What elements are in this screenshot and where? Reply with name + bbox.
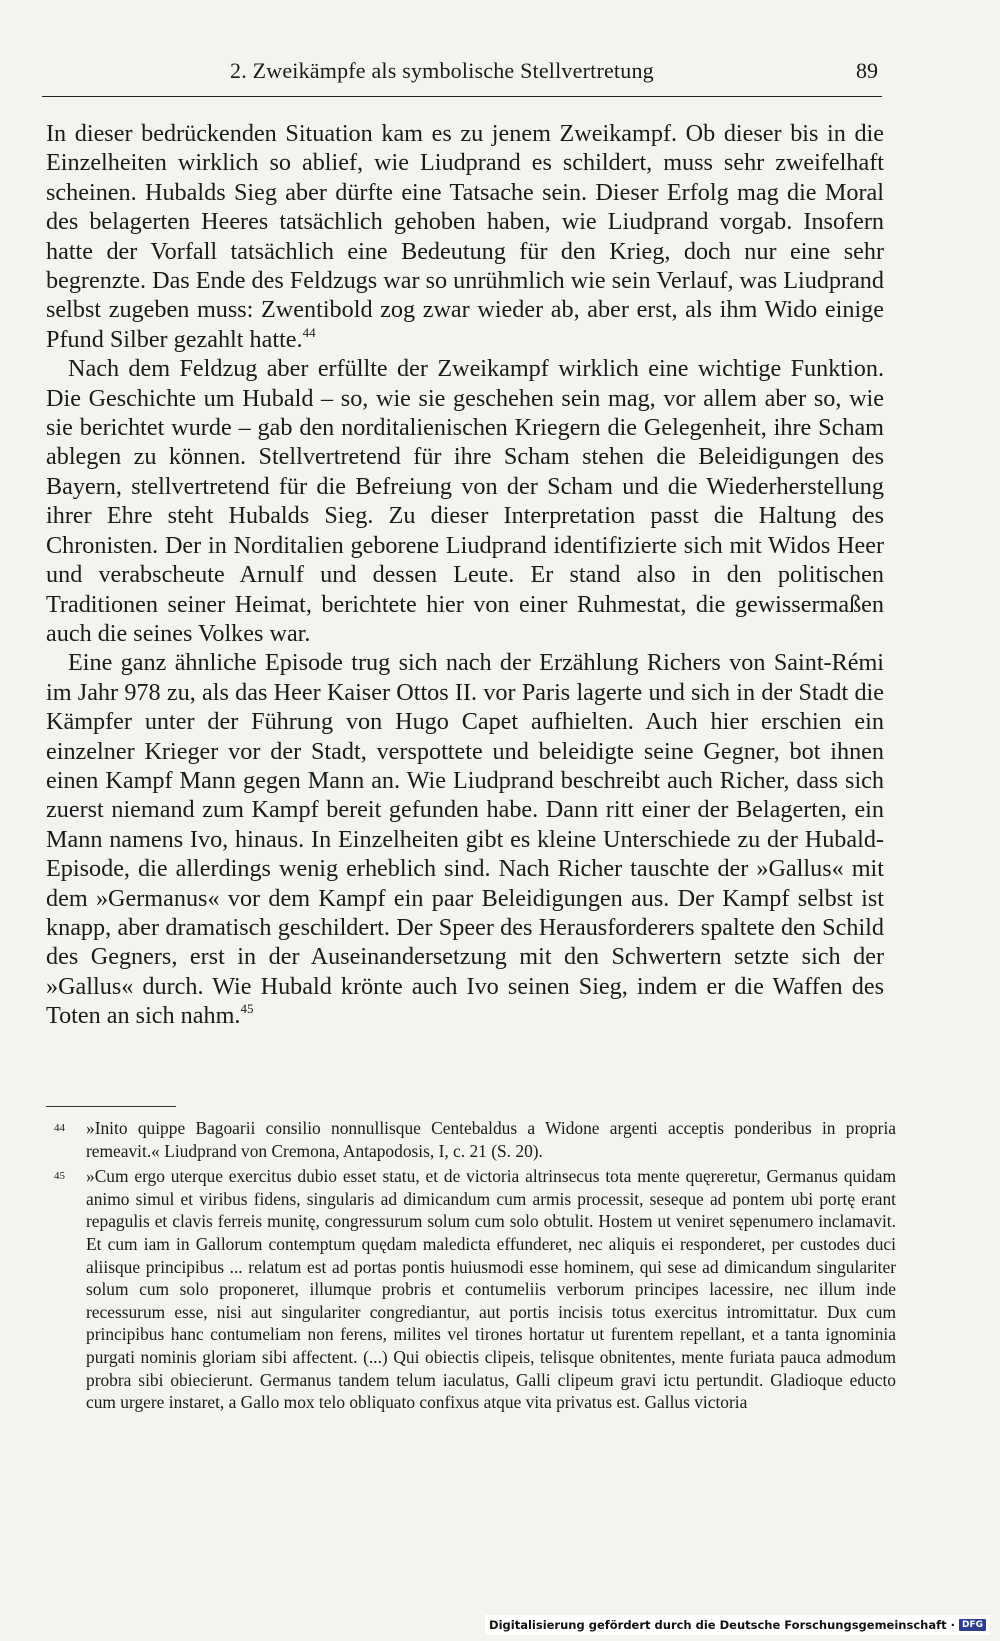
credit-text: Digitalisierung gefördert durch die Deutsche Forschungsgemeinschaft · bbox=[489, 1618, 955, 1632]
paragraph-text: Eine ganz ähnliche Episode trug sich nach der Erzählung Richers von Saint-Rémi im Jahr 978 zu, als das Heer Kaiser Ottos II. vor Paris lagerte und sich in der Stadt die Kämpfer unter der Führung von Hugo Capet aufhielten. Auch hier erschien ein einzelner Krieger vor der Stadt, verspottete und beleidigte seine Gegner, bot ihnen einen Kampf Mann gegen Mann an. Wie Liudprand beschreibt auch Richer, dass sich zuerst niemand zum Kampf bereit gefunden habe. Dann ritt einer der Belagerten, ein Mann namens Ivo, hinaus. In Einzelheiten gibt es kleine Unterschiede zu der Hubald-Episode, die allerdings wenig erheblich sind. Nach Richer tauschte der »Gallus« mit dem »Germanus« vor dem Kampf ein paar Beleidigungen aus. Der Kampf selbst ist knapp, aber dramatisch geschildert. Der Speer des Herausforderers spaltete den Schild des Gegners, erst in der Auseinandersetzung mit den Schwertern setzte sich der »Gallus« durch. Wie Hubald krönte auch Ivo seinen Sieg, indem er die Waffen des Toten an sich nahm. bbox=[46, 649, 884, 1030]
page-number: 89 bbox=[856, 58, 878, 83]
chapter-title: 2. Zweikämpfe als symbolische Stellvertretung bbox=[230, 58, 654, 83]
footnote-divider bbox=[46, 1106, 176, 1107]
footnote-reference: 45 bbox=[240, 1001, 254, 1017]
footnote-reference: 44 bbox=[302, 324, 316, 340]
footnote-number: 45 bbox=[54, 1170, 65, 1183]
footnote-text: »Cum ergo uterque exercitus dubio esset statu, et de victoria altrinsecus tota mente quęreretur, Germanus quidam animo simul et viribus fidens, singularis ad dimicandum cum armis processit, seseque ad pontem ubi portę erant repagulis et clavis ferreis munitę, congressurum solum cum solo obtulit. Hostem ut veniret sępenumero inclamavit. Et cum iam in Gallorum contemptum quędam maledicta effunderet, nec aliquis ei responderet, per custodes duci aliisque principibus ... relatum est ad portas pontis huiusmodi esse hominem, qui sese ad dimicandum singulariter solum cum solo proponeret, illumque probris et contumeliis verborum principes lacessire, nec illum inde recessurum esse, nisi aut singulariter congrediantur, aut portis incisis totus exercitus intromittatur. Dux cum principibus hanc contumeliam non ferens, milites vel tirones hortatur ut furentem repellant, et a tanta ignominia purgati nominis gloriam sibi affectent. (...) Qui obiectis clipeis, telisque obnitentes, mente furiata pauca admodum probra sibi obiecierunt. Germanus tandem telum iaculatus, Galli clipeum gravi ictu pertundit. Gladioque educto cum urgere instaret, a Gallo mox telo obliquato confixus atque vita privatus est. Gallus victoria bbox=[86, 1166, 896, 1413]
footnote-number: 44 bbox=[54, 1122, 65, 1134]
main-text bbox=[46, 119, 884, 1031]
footnote bbox=[46, 1165, 896, 1414]
footnote-text: »Inito quippe Bagoarii consilio nonnullisque Centebaldus a Widone argenti acceptis ponderibus in propria remeavit.« Liudprand von Cremona, Antapodosis, I, c. 21 (S. 20). bbox=[86, 1118, 896, 1161]
digitization-credit bbox=[485, 1615, 990, 1635]
footnotes bbox=[46, 1117, 896, 1417]
dfg-logo-icon: DFG bbox=[959, 1619, 986, 1631]
footnote bbox=[46, 1117, 896, 1162]
paragraph bbox=[46, 119, 884, 354]
paragraph bbox=[46, 354, 884, 648]
paragraph-text: Nach dem Feldzug aber erfüllte der Zweikampf wirklich eine wichtige Funktion. Die Geschichte um Hubald – so, wie sie geschehen sein mag, vor allem aber so, wie sie berichtet wurde – gab den norditalienischen Kriegern die Gelegenheit, ihre Scham ablegen zu können. Stellvertretend für ihre Scham stehen die Beleidigungen des Bayern, stellvertretend für die Befreiung von der Scham und die Wiederherstellung ihrer Ehre steht Hubalds Sieg. Zu dieser Interpretation passt die Haltung des Chronisten. Der in Norditalien geborene Liudprand identifizierte sich mit Widos Heer und verabscheute Arnulf und dessen Leute. Er stand also in den politischen Traditionen seiner Heimat, berichtete hier von einer Ruhmestat, die gewissermaßen auch die seines Volkes war. bbox=[46, 355, 884, 647]
paragraph-text: In dieser bedrückenden Situation kam es zu jenem Zweikampf. Ob dieser bis in die Einzelheiten wirklich so ablief, wie Liudprand es schildert, muss sehr zweifelhaft scheinen. Hubalds Sieg aber dürfte eine Tatsache sein. Dieser Erfolg mag die Moral des belagerten Heeres tatsächlich gehoben haben, wie Liudprand vorgab. Insofern hatte der Vorfall tatsächlich eine Bedeutung für den Krieg, doch nur eine sehr begrenzte. Das Ende des Feldzugs war so unrühmlich wie sein Verlauf, was Liudprand selbst zugeben muss: Zwentibold zog zwar wieder ab, aber erst, als ihm Wido einige Pfund Silber gezahlt hatte. bbox=[46, 120, 884, 353]
running-header bbox=[42, 56, 882, 97]
paragraph bbox=[46, 648, 884, 1030]
